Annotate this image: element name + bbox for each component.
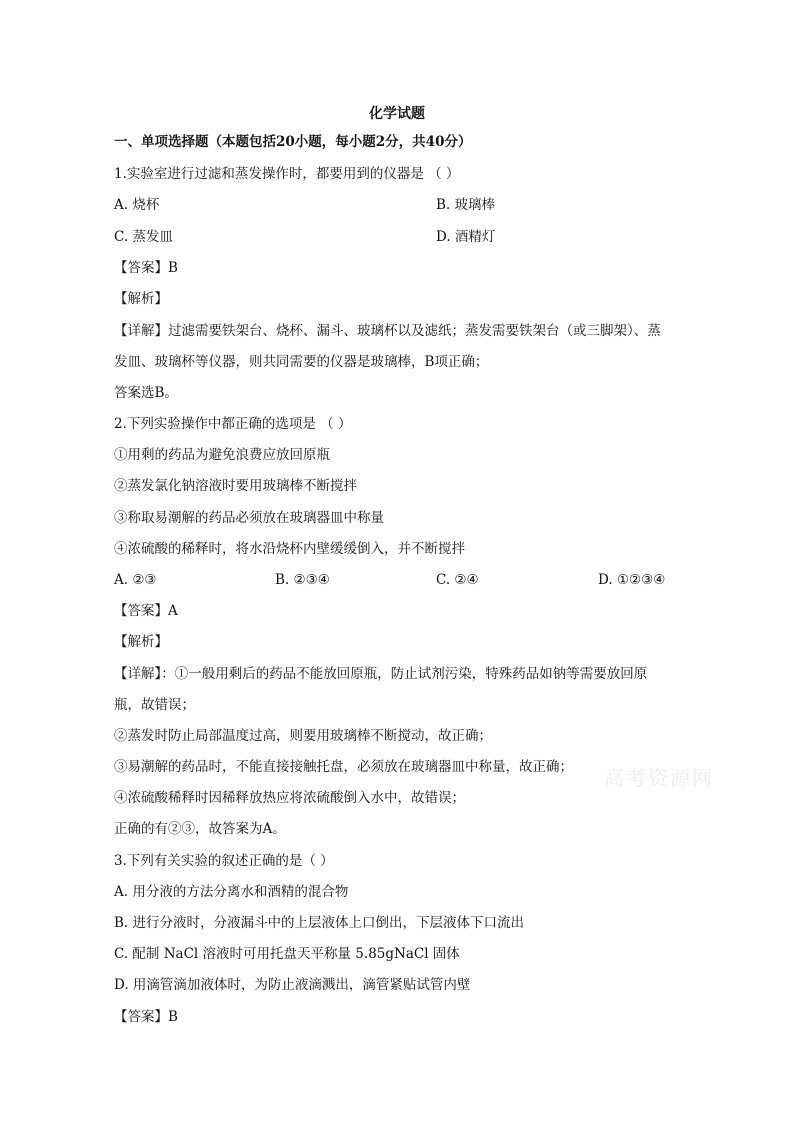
q2-detail-line-3: ②蒸发时防止局部温度过高，则要用玻璃棒不断搅动，故正确； [114, 728, 492, 744]
q2-option-a: A. ②③ [114, 572, 157, 588]
section-heading: 一、单项选择题（本题包括20小题，每小题2分，共40分） [114, 134, 472, 150]
q1-option-d: D. 酒精灯 [436, 229, 496, 245]
q2-detail-line-2: 瓶，故错误； [114, 697, 195, 713]
q1-answer: 【答案】B [114, 260, 178, 276]
q2-conclusion: 正确的有②③，故答案为A。 [114, 821, 286, 837]
q3-option-b: B. 进行分液时，分液漏斗中的上层液体上口倒出，下层液体下口流出 [114, 915, 525, 931]
q2-item-3: ③称取易潮解的药品必须放在玻璃器皿中称量 [114, 510, 384, 526]
q2-detail-line-1: 【详解】：①一般用剩后的药品不能放回原瓶，防止试剂污染，特殊药品如钠等需要放回原 [114, 666, 648, 682]
question-2-stem: 2.下列实验操作中都正确的选项是 （ ） [114, 416, 352, 432]
q2-answer: 【答案】A [114, 603, 178, 619]
q2-analysis-label: 【解析】 [114, 634, 168, 650]
q3-option-a: A. 用分液的方法分离水和酒精的混合物 [114, 884, 349, 900]
question-3-stem: 3.下列有关实验的叙述正确的是（ ） [114, 853, 334, 869]
q1-option-a: A. 烧杯 [114, 197, 160, 213]
q2-detail-line-5: ④浓硫酸稀释时因稀释放热应将浓硫酸倒入水中，故错误； [114, 790, 465, 806]
q2-item-2: ②蒸发氯化钠溶液时要用玻璃棒不断搅拌 [114, 478, 357, 494]
q3-answer: 【答案】B [114, 1009, 178, 1025]
page-title: 化学试题 [369, 106, 425, 122]
q2-item-4: ④浓硫酸的稀释时，将水沿烧杯内壁缓缓倒入，并不断搅拌 [114, 541, 465, 557]
q2-option-b: B. ②③④ [275, 572, 330, 588]
q2-option-d: D. ①②③④ [598, 572, 666, 588]
q1-conclusion: 答案选B。 [114, 385, 178, 401]
q2-detail-line-4: ③易潮解的药品时，不能直接接触托盘，必须放在玻璃器皿中称量，故正确； [114, 759, 573, 775]
q1-detail-line-1: 【详解】过滤需要铁架台、烧杯、漏斗、玻璃杯以及滤纸；蒸发需要铁架台（或三脚架）、蒸 [114, 323, 661, 339]
q2-item-1: ①用剩的药品为避免浪费应放回原瓶 [114, 447, 330, 463]
q3-option-d: D. 用滴管滴加液体时，为防止液滴溅出，滴管紧贴试管内壁 [114, 977, 471, 993]
q1-option-b: B. 玻璃棒 [436, 197, 496, 213]
q2-option-c: C. ②④ [436, 572, 479, 588]
q1-option-c: C. 蒸发皿 [114, 229, 173, 245]
question-1-stem: 1.实验室进行过滤和蒸发操作时，都要用到的仪器是 （ ） [114, 166, 460, 182]
q1-detail-line-2: 发皿、玻璃杯等仪器，则共同需要的仪器是玻璃棒，B项正确； [114, 354, 489, 370]
q1-analysis-label: 【解析】 [114, 291, 168, 307]
q3-option-c: C. 配制 NaCl 溶液时可用托盘天平称量 5.85gNaCl 固体 [114, 946, 460, 962]
watermark: 高考资源网 [604, 766, 714, 790]
